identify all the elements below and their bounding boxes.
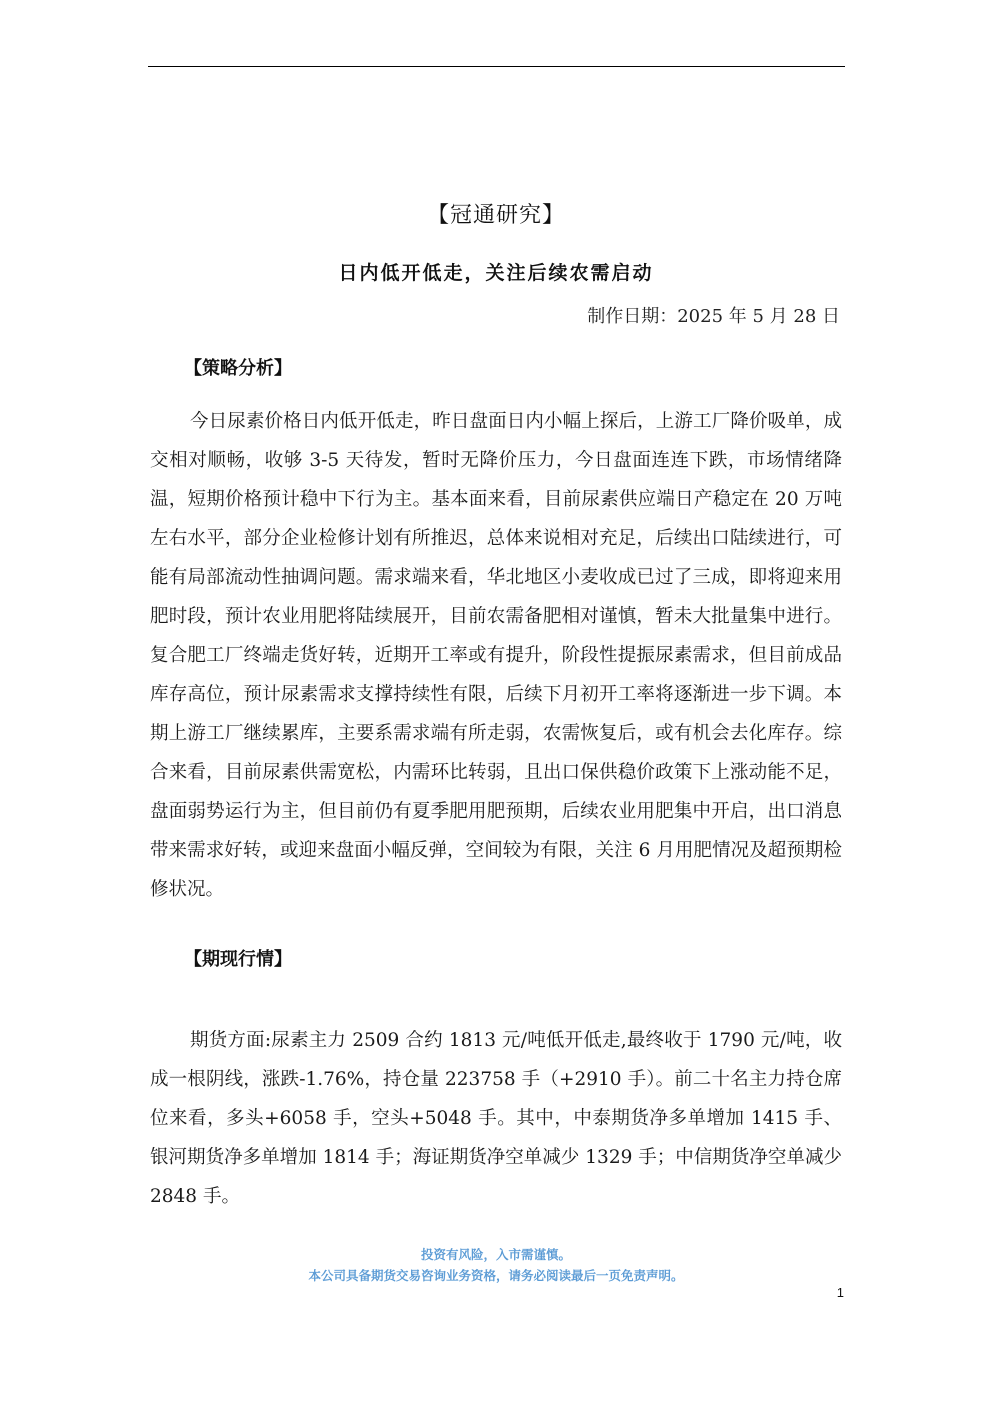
report-brand: 【冠通研究】 — [426, 203, 565, 228]
report-date: 制作日期：2025 年 5 月 28 日 — [587, 306, 840, 327]
section-heading-market: 【期现行情】 — [184, 949, 292, 970]
section-heading-strategy: 【策略分析】 — [184, 358, 292, 379]
strategy-paragraph: 今日尿素价格日内低开低走，昨日盘面日内小幅上探后，上游工厂降价吸单，成交相对顺畅，收够 3-5 天待发，暂时无降价压力，今日盘面连连下跌，市场情绪降温，短期价格预计稳中下行为主。基本面来看，目前尿素供应端日产稳定在 20 万吨左右水平，部分企业检修计划有所推迟，总体来说相对充足，后续出口陆续进行，可能有局部流动性抽调问题。需求端来看，华北地区小麦收成已过了三成，即将迎来用肥时段，预计农业用肥将陆续展开，目前农需备肥相对谨慎，暂未大批量集中进行。复合肥工厂终端走货好转，近期开工率或有提升，阶段性提振尿素需求，但目前成品库存高位，预计尿素需求支撑持续性有限，后续下月初开工率将逐渐进一步下调。本期上游工厂继续累库，主要系需求端有所走弱，农需恢复后，或有机会去化库存。综合来看，目前尿素供需宽松，内需环比转弱，且出口保供稳价政策下上涨动能不足，盘面弱势运行为主，但目前仍有夏季肥用肥预期，后续农业用肥集中开启，出口消息带来需求好转，或迎来盘面小幅反弹，空间较为有限，关注 6 月用肥情况及超预期检修状况。 — [150, 411, 842, 900]
disclaimer-notice: 本公司具备期货交易咨询业务资格，请务必阅读最后一页免责声明。 — [308, 1268, 684, 1283]
risk-warning: 投资有风险，入市需谨慎。 — [420, 1247, 571, 1262]
page-number: 1 — [836, 1285, 844, 1300]
header-rule — [148, 66, 845, 67]
market-paragraph: 期货方面:尿素主力 2509 合约 1813 元/吨低开低走,最终收于 1790 元/吨，收成一根阴线，涨跌-1.76%，持仓量 223758 手（+2910 手）。前二十名主力持仓席位来看，多头+6058 手，空头+5048 手。其中，中泰期货净多单增加 1415 手、银河期货净多单增加 1814 手；海证期货净空单减少 1329 手；中信期货净空单减少 2848 手。 — [150, 1030, 842, 1207]
report-title: 日内低开低走，关注后续农需启动 — [338, 262, 654, 284]
